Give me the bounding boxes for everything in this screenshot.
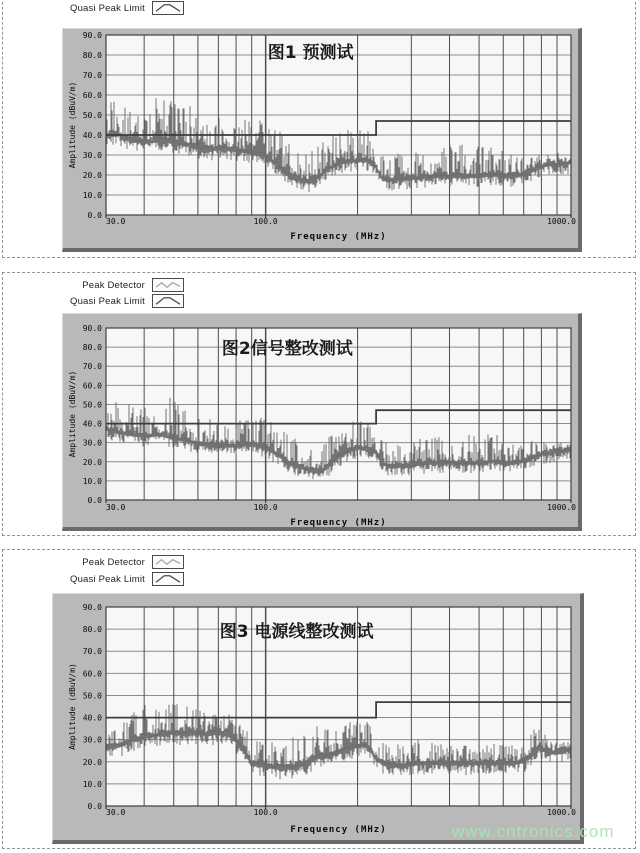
y-tick-label: 90.0 <box>82 324 102 333</box>
y-tick-label: 40.0 <box>82 713 102 723</box>
y-tick-label: 20.0 <box>82 457 102 467</box>
x-axis-title: Frequency (MHz) <box>290 518 387 527</box>
emi-chart-powerline-fix <box>52 593 584 844</box>
x-axis-title: Frequency (MHz) <box>290 825 387 835</box>
y-tick-label: 20.0 <box>82 171 102 180</box>
y-tick-label: 30.0 <box>82 151 102 160</box>
chart-svg <box>53 594 580 840</box>
y-tick-label: 60.0 <box>82 381 102 391</box>
legend-row <box>3 278 184 292</box>
watermark: www.cntronics.com <box>452 822 615 841</box>
peak-detector-icon <box>152 555 184 569</box>
y-tick-label: 80.0 <box>82 51 102 60</box>
y-tick-label: 10.0 <box>82 191 102 200</box>
x-tick-label: 1000.0 <box>547 217 576 226</box>
y-tick-label: 0.0 <box>87 211 102 220</box>
y-axis-title: Amplitude (dBuV/m) <box>68 81 77 169</box>
y-tick-label: 50.0 <box>82 691 102 701</box>
legend-label: Peak Detector <box>82 556 145 568</box>
y-tick-label: 40.0 <box>82 419 102 429</box>
y-tick-label: 20.0 <box>82 757 102 767</box>
y-tick-label: 50.0 <box>82 111 102 120</box>
y-tick-label: 70.0 <box>82 362 102 372</box>
chart-title: 图3 电源线整改测试 <box>219 622 374 642</box>
y-tick-label: 80.0 <box>82 625 102 635</box>
legend-row <box>3 1 184 15</box>
x-tick-label: 30.0 <box>106 808 126 817</box>
quasi-peak-limit-icon <box>152 294 184 308</box>
x-tick-label: 100.0 <box>253 503 278 512</box>
x-tick-label: 1000.0 <box>547 503 576 512</box>
y-tick-label: 50.0 <box>82 400 102 410</box>
legend-row <box>3 555 184 569</box>
y-tick-label: 80.0 <box>82 343 102 353</box>
y-tick-label: 10.0 <box>82 779 102 789</box>
y-tick-label: 90.0 <box>82 603 102 612</box>
y-tick-label: 90.0 <box>82 31 102 40</box>
chart-title: 图2信号整改测试 <box>221 339 353 359</box>
x-tick-label: 100.0 <box>253 217 278 226</box>
y-tick-label: 60.0 <box>82 91 102 100</box>
quasi-peak-limit-icon <box>152 572 184 586</box>
x-tick-label: 100.0 <box>253 808 278 817</box>
y-tick-label: 70.0 <box>82 647 102 657</box>
panel-powerline-fix <box>2 549 636 849</box>
chart-svg <box>63 29 578 248</box>
legend-label: Quasi Peak Limit <box>69 2 145 14</box>
legend-row <box>3 294 184 308</box>
y-tick-label: 30.0 <box>82 735 102 745</box>
emi-chart-pretest <box>62 28 582 252</box>
x-tick-label: 30.0 <box>106 503 126 512</box>
y-tick-label: 60.0 <box>82 669 102 679</box>
y-tick-label: 30.0 <box>82 438 102 448</box>
peak-detector-icon <box>152 278 184 292</box>
y-tick-label: 10.0 <box>82 476 102 486</box>
x-axis-title: Frequency (MHz) <box>290 232 387 242</box>
y-axis-title: Amplitude (dBuV/m) <box>68 663 77 750</box>
y-tick-label: 70.0 <box>82 71 102 80</box>
legend-label: Quasi Peak Limit <box>69 295 145 307</box>
panel-pretest <box>2 0 636 258</box>
chart-svg <box>63 314 578 527</box>
legend-label: Peak Detector <box>82 279 145 291</box>
y-tick-label: 0.0 <box>87 496 102 505</box>
chart-title: 图1 预测试 <box>267 43 354 63</box>
y-tick-label: 40.0 <box>82 131 102 140</box>
y-tick-label: 0.0 <box>87 802 102 811</box>
panel-signal-fix <box>2 272 636 536</box>
quasi-peak-limit-icon <box>152 1 184 15</box>
y-axis-title: Amplitude (dBuV/m) <box>68 370 77 458</box>
x-tick-label: 1000.0 <box>547 808 576 817</box>
legend-row <box>3 572 184 586</box>
x-tick-label: 30.0 <box>106 217 126 226</box>
emi-chart-signal-fix <box>62 313 582 531</box>
legend-label: Quasi Peak Limit <box>69 573 145 585</box>
